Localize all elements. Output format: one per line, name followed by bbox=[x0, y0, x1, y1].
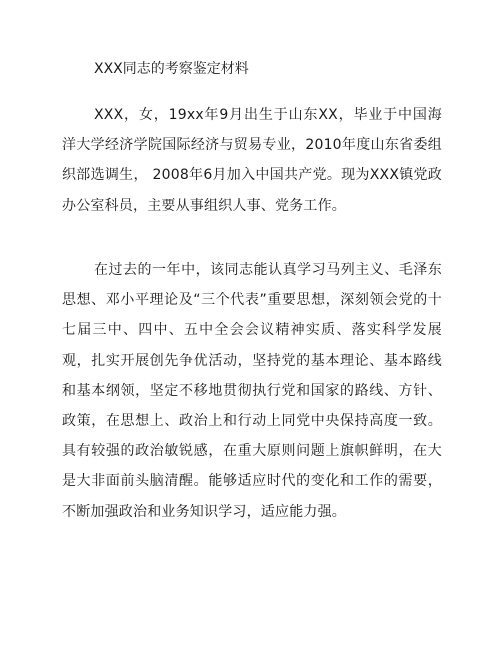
paragraph-political-assessment: 在过去的一年中，该同志能认真学习马列主义、毛泽东思想、邓小平理论及“三个代表”重要思想，深刻领会党的十七届三中、四中、五中全会会议精神实质、落实科学发展观，扎实开展创先争优活动，坚持党的基本理论、基本路线和基本纲领，坚定不移地贯彻执行党和国家的路线、方针、政策，在思想上、政治上和行动上同党中央保持高度一致。具有较强的政治敏锐感，在重大原则问题上旗帜鲜明，在大是大非面前头脑清醒。能够适应时代的变化和工作的需要，不断加强政治和业务知识学习，适应能力强。 bbox=[62, 262, 442, 520]
paragraph-basic-info: XXX，女，19xx年9月出生于山东XX，毕业于中国海洋大学经济学院国际经济与贸易专业，2010年度山东省委组织部选调生， 2008年6月加入中国共产党。现为XXX镇党政办公室科员，主要从事组织人事、党务工作。 bbox=[62, 107, 442, 214]
document-title: XXX同志的考察鉴定材料 bbox=[94, 61, 249, 77]
